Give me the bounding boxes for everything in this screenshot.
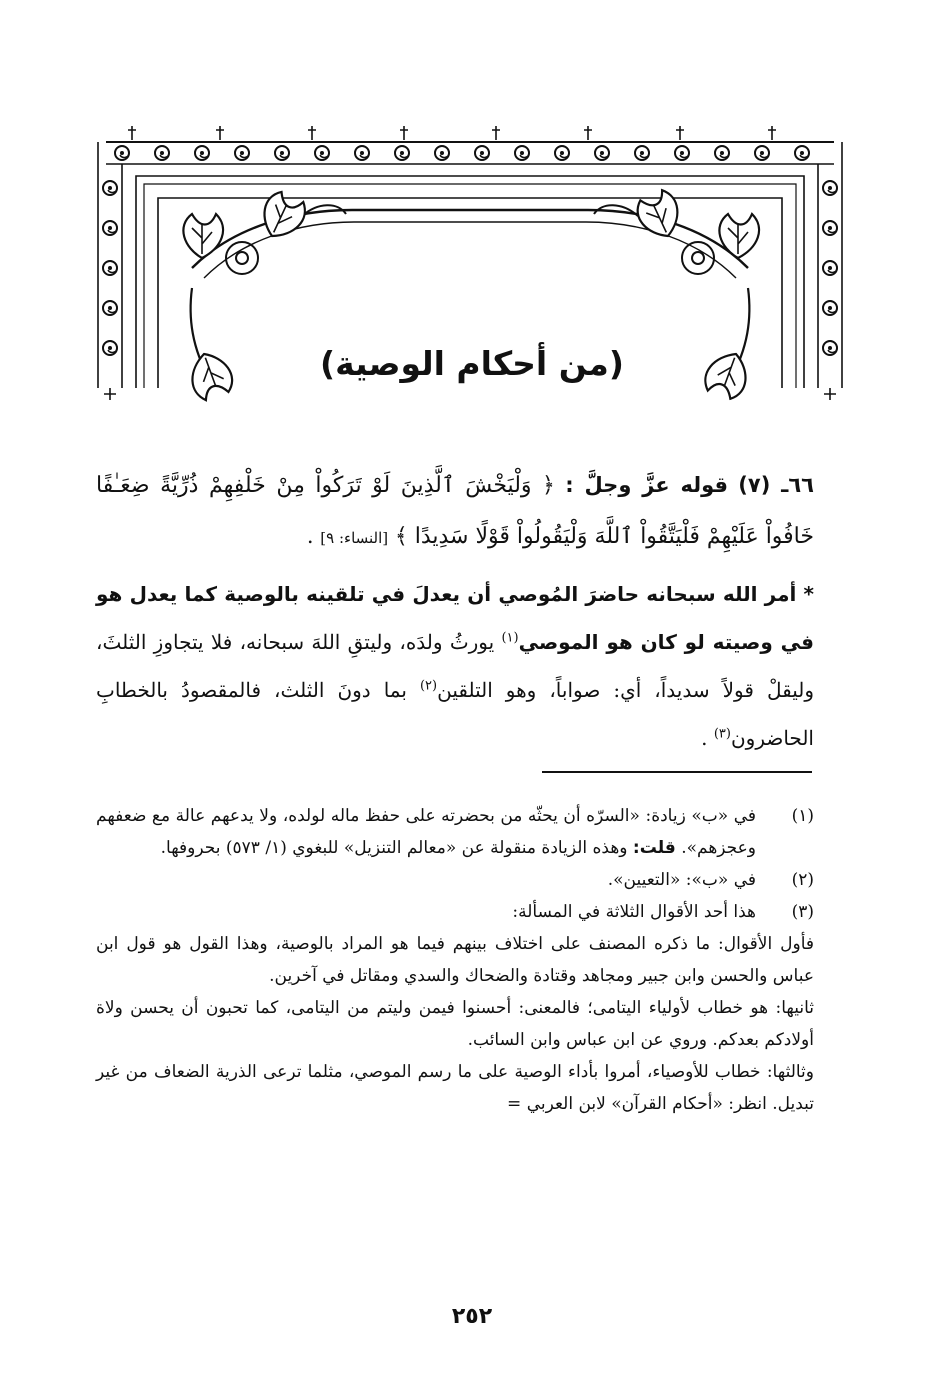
footnote-ref-3[interactable]: (٣) bbox=[713, 726, 731, 742]
footnote-2 bbox=[96, 864, 814, 896]
section-title: (من أحكام الوصية) bbox=[320, 344, 624, 383]
verse-intro: قوله عزَّ وجلَّ : bbox=[565, 473, 729, 497]
footnote-number: (٢) bbox=[791, 870, 814, 890]
commentary-bold: * أمر الله سبحانه حاضرَ المُوصي أن يعدلَ في تلقينه بالوصية كما يعدل هو في وصيته لو كان هو الموصي bbox=[96, 582, 814, 654]
commentary-text-2: يورثُ ولدَه، وليتقِ اللهَ سبحانه، فلا يتجاوزِ الثلثَ، وليقلْ قولاً سديداً، أي: صواباً، وهو التلقين bbox=[96, 630, 815, 702]
footnote-text: في «ب»: «التعيين». bbox=[607, 870, 756, 890]
commentary-paragraph bbox=[96, 570, 814, 762]
footnote-bold: قلت: bbox=[632, 838, 676, 858]
footnote-number: (١) bbox=[791, 806, 814, 826]
footnote-divider bbox=[542, 771, 812, 773]
footnotes bbox=[96, 800, 814, 1120]
footnote-ref-1[interactable]: (١) bbox=[501, 630, 519, 646]
verse-reference: [النساء: ٩] bbox=[320, 529, 389, 547]
quran-verse: ﴿ وَلْيَخْشَ ٱلَّذِينَ لَوْ تَرَكُواْ مِنْ خَلْفِهِمْ ذُرِّيَّةً ضِعَـٰفًا خَافُواْ عَلَيْهِمْ فَلْيَتَّقُواْ ٱللَّهَ وَلْيَقُولُواْ قَوْلًا سَدِيدًا ﴾ bbox=[96, 473, 814, 549]
footnote-1 bbox=[96, 800, 814, 864]
verse-paragraph bbox=[96, 460, 814, 563]
footnote-3-para-2: ثانيها: هو خطاب لأولياء اليتامى؛ فالمعنى: أحسنوا فيمن وليتم من اليتامى، كما تحبون أن يحسن ولاة أولادكم بعدكم. وروي عن ابن عباس وابن السائب. bbox=[96, 998, 814, 1050]
top-scroll-band bbox=[106, 126, 834, 164]
footnote-text: في «ب» زيادة: «السرّه أن يحثّه من بحضرته على حفظ ماله لولده، ولا يدعهم عالة مع ضعفهم وعجزهم». bbox=[96, 806, 756, 858]
commentary-end: . bbox=[701, 726, 708, 750]
footnote-number: (٣) bbox=[791, 902, 814, 922]
footnote-3 bbox=[96, 896, 814, 928]
footnote-text: هذا أحد الأقوال الثلاثة في المسألة: bbox=[512, 902, 756, 922]
footnote-3-para-1: فأول الأقوال: ما ذكره المصنف على اختلاف بينهم فيما هو المراد بالوصية، وهذا القول هو قول ابن عباس والحسن وابن جبير ومجاهد وقتادة والضحاك والسدي ومقاتل في آخرين. bbox=[96, 934, 814, 986]
footnote-3-para-3: وثالثها: خطاب للأوصياء، أمروا بأداء الوصية على ما رسم الموصي، مثلما ترعى الذرية الضعاف من غير تبديل. انظر: «أحكام القرآن» لابن العربي = bbox=[96, 1062, 814, 1114]
page-number: ٢٥٢ bbox=[451, 1304, 493, 1329]
footnote-ref-2[interactable]: (٢) bbox=[419, 678, 438, 694]
entry-number: ٦٦ـ (٧) bbox=[738, 473, 814, 497]
commentary-text-3: بما دونَ الثلث، فالمقصودُ بالخطابِ الحاضرون bbox=[96, 678, 814, 750]
footnote-text: وهذه الزيادة منقولة عن «معالم التنزيل» للبغوي (١/ ٥٧٣) بحروفها. bbox=[160, 838, 628, 858]
verse-end: . bbox=[306, 524, 314, 548]
